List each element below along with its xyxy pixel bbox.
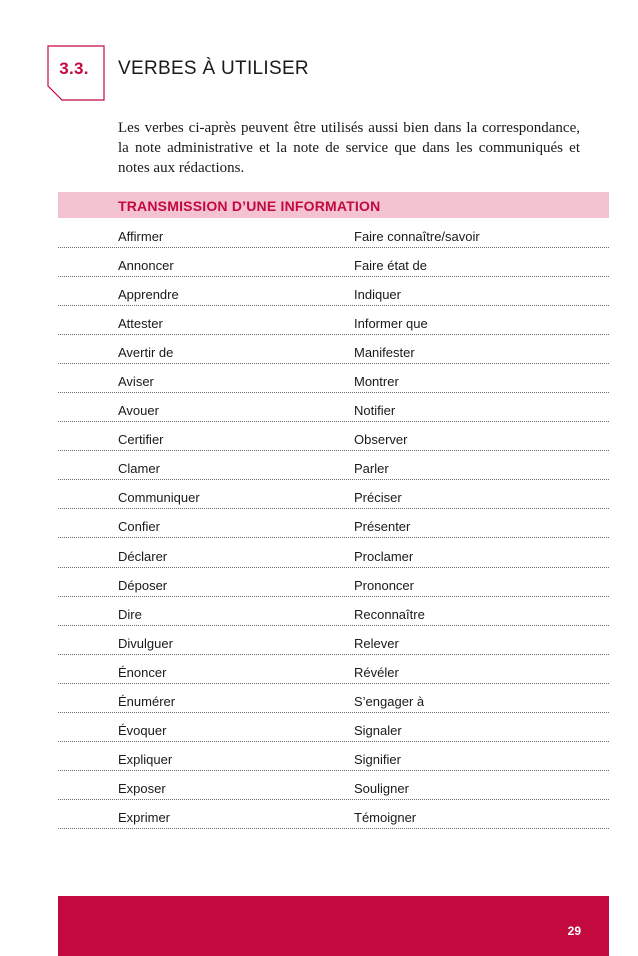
verb-right: Faire connaître/savoir [354, 229, 480, 244]
table-row [58, 626, 609, 655]
table-row [58, 597, 609, 626]
verb-table [58, 219, 609, 829]
verb-left: Divulguer [118, 635, 173, 651]
verb-right: Manifester [354, 345, 415, 361]
verb-right: Reconnaître [354, 606, 425, 622]
verb-left: Énumérer [118, 693, 176, 709]
verb-left: Exposer [118, 780, 166, 796]
table-row [58, 306, 609, 335]
verb-left: Déposer [118, 577, 168, 593]
verb-right: Préciser [354, 490, 402, 506]
table-row [58, 771, 609, 800]
verb-left: Apprendre [118, 287, 179, 303]
intro-paragraph: Les verbes ci-après peuvent être utilisés aussi bien dans la correspondance, la note administrative et la note de service que dans les communiqués et notes aux rédactions. [118, 120, 580, 176]
verb-left: Clamer [118, 461, 160, 477]
section-tab [46, 45, 106, 101]
verb-left: Dire [118, 606, 142, 622]
table-row [58, 539, 609, 568]
verb-right: Témoigner [354, 809, 417, 825]
verb-right: Indiquer [354, 287, 401, 303]
table-row [58, 480, 609, 509]
verb-left: Annoncer [118, 258, 174, 274]
table-row [58, 655, 609, 684]
table-row [58, 422, 609, 451]
verb-left: Attester [118, 316, 163, 332]
verb-left: Énoncer [118, 664, 167, 680]
table-row [58, 509, 609, 538]
table-row [58, 248, 609, 277]
table-row [58, 800, 609, 829]
table-row [58, 219, 609, 248]
verb-right: Faire état de [354, 258, 427, 274]
verb-right: Prononcer [354, 577, 414, 593]
table-row [58, 364, 609, 393]
verb-left: Exprimer [118, 809, 171, 825]
footer-band [58, 896, 609, 956]
table-row [58, 335, 609, 364]
verb-right: S’engager à [354, 693, 425, 709]
verb-right: Proclamer [354, 548, 414, 564]
verb-right: Relever [354, 635, 399, 651]
verb-left: Aviser [118, 374, 154, 390]
verb-left: Affirmer [118, 229, 164, 244]
table-row [58, 568, 609, 597]
table-row [58, 713, 609, 742]
verb-left: Communiquer [118, 490, 200, 506]
verb-left: Confier [118, 519, 160, 535]
verb-right: Signifier [354, 751, 401, 767]
verb-right: Révéler [354, 664, 399, 680]
table-row [58, 742, 609, 771]
table-row [58, 684, 609, 713]
verb-right: Signaler [354, 722, 402, 738]
verb-right: Notifier [354, 403, 396, 419]
section-number: 3.3. [59, 59, 89, 78]
verb-right: Parler [354, 461, 389, 477]
page-number: 29 [567, 924, 581, 938]
verb-right: Souligner [354, 780, 409, 796]
verb-left: Avouer [118, 403, 159, 419]
table-header-band [58, 192, 609, 218]
verb-left: Évoquer [118, 722, 167, 738]
verb-left: Certifier [118, 432, 164, 448]
table-row [58, 277, 609, 306]
verb-right: Observer [354, 432, 408, 448]
table-title: TRANSMISSION D’UNE INFORMATION [118, 198, 381, 214]
section-title: VERBES À UTILISER [118, 58, 309, 79]
table-row [58, 393, 609, 422]
verb-left: Déclarer [118, 548, 168, 564]
verb-left: Expliquer [118, 751, 173, 767]
table-row [58, 451, 609, 480]
verb-left: Avertir de [118, 345, 174, 361]
verb-right: Informer que [354, 316, 428, 332]
verb-right: Présenter [354, 519, 411, 535]
verb-right: Montrer [354, 374, 399, 390]
